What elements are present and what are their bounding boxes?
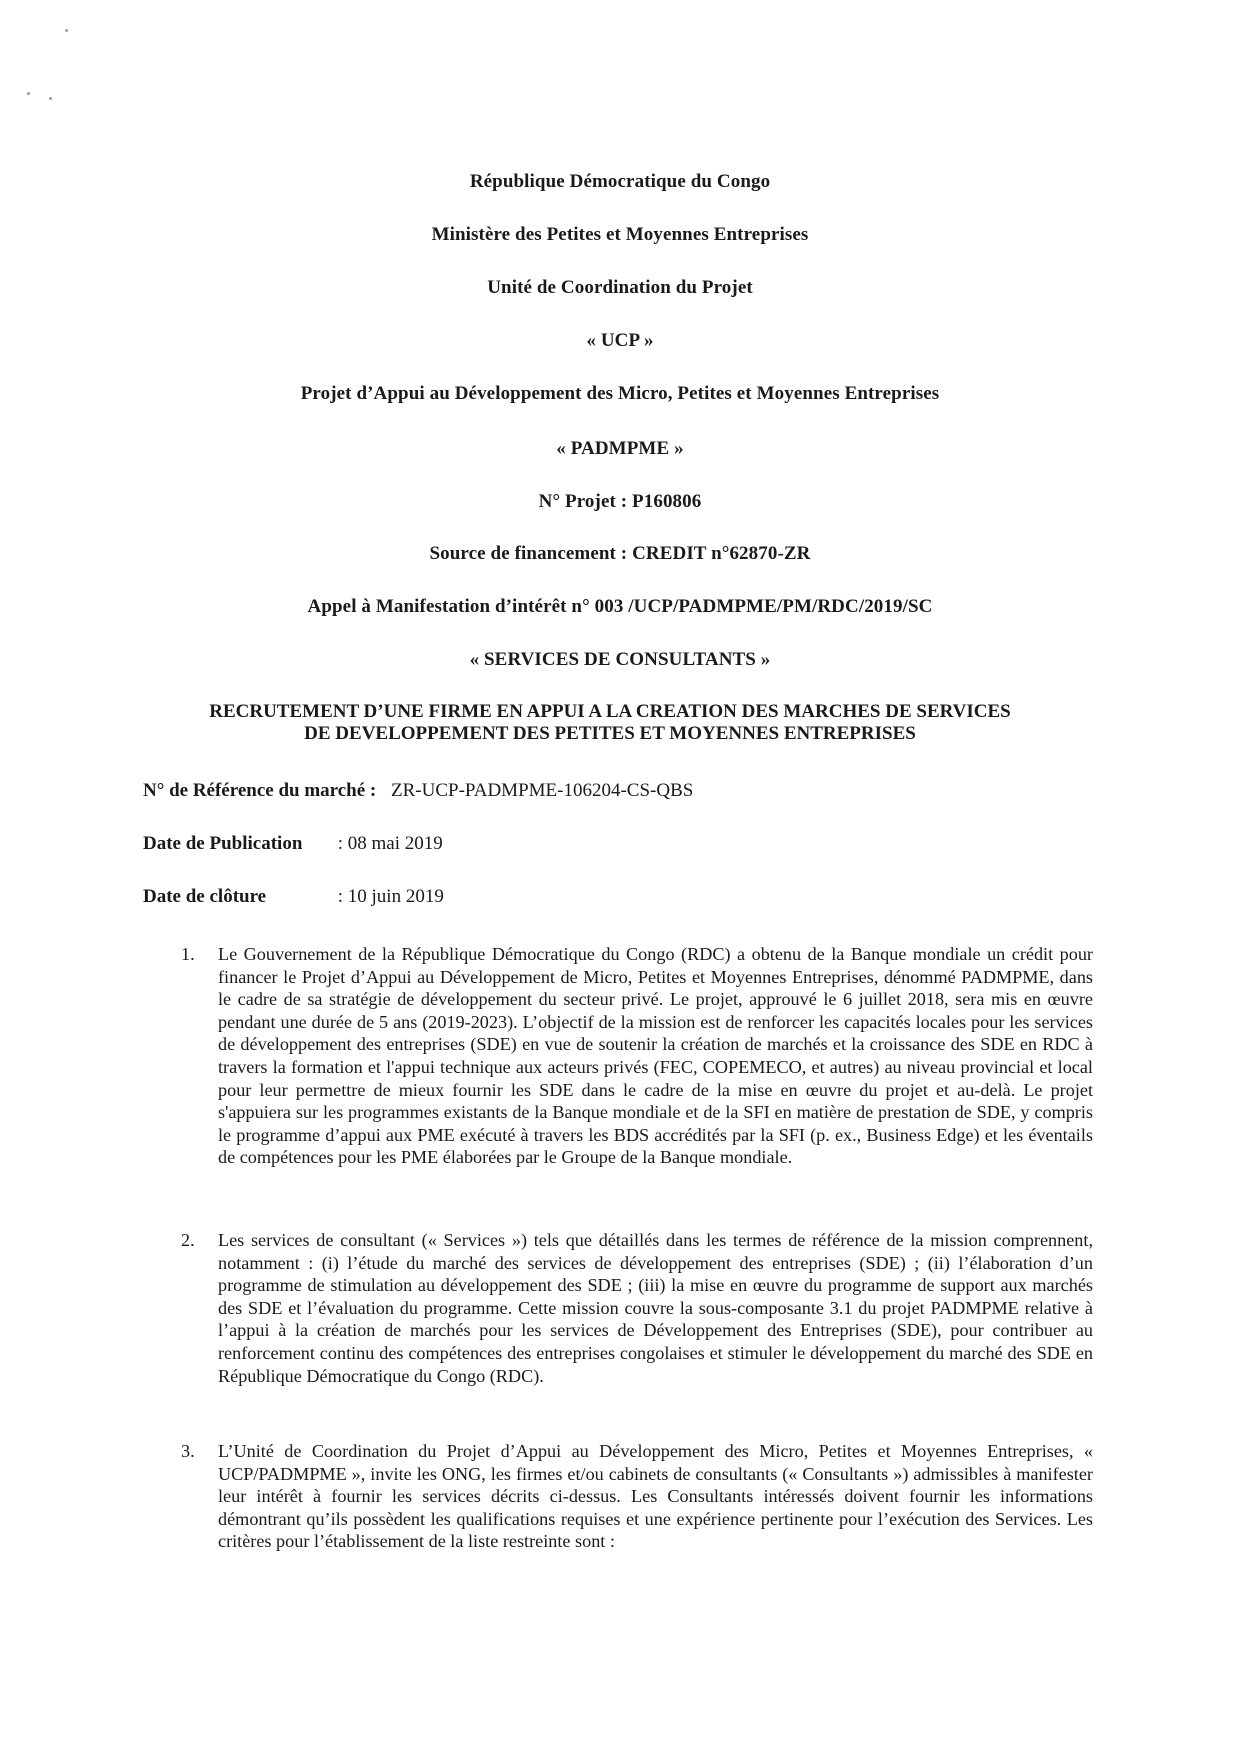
title-line-1: RECRUTEMENT D’UNE FIRME EN APPUI A LA CREATION DES MARCHES DE SERVICES xyxy=(209,701,1011,722)
reference-row xyxy=(143,780,693,802)
header-call-reference: Appel à Manifestation d’intérêt n° 003 /UCP/PADMPME/PM/RDC/2019/SC xyxy=(307,596,933,617)
header-unit-acronym: « UCP » xyxy=(586,330,654,351)
document-title xyxy=(130,701,1090,745)
header-unit: Unité de Coordination du Projet xyxy=(487,277,753,298)
closing-value: : 10 juin 2019 xyxy=(337,886,444,907)
header-service-type: « SERVICES DE CONSULTANTS » xyxy=(469,649,771,670)
paragraph-number: 2. xyxy=(181,1230,195,1250)
header-project-name: Projet d’Appui au Développement des Micro, Petites et Moyennes Entreprises xyxy=(300,383,940,404)
header-ministry: Ministère des Petites et Moyennes Entreprises xyxy=(431,224,809,245)
reference-value: ZR-UCP-PADMPME-106204-CS-QBS xyxy=(391,780,694,801)
header-project-acronym: « PADMPME » xyxy=(556,438,684,459)
header-country: République Démocratique du Congo xyxy=(469,171,771,192)
header-financing-source: Source de financement : CREDIT n°62870-ZR xyxy=(429,543,811,564)
paragraph-1: Le Gouvernement de la République Démocratique du Congo (RDC) a obtenu de la Banque mondiale un crédit pour financer le Projet d’Appui au Développement de Micro, Petites et Moyennes Entreprises, dénommé PADMPME, dans le cadre de sa stratégie de développement du secteur privé. Le projet, approuvé le 6 juillet 2018, sera mis en œuvre pendant une durée de 5 ans (2019-2023). L’objectif de la mission est de renforcer les capacités locales pour les services de développement des entreprises (SDE) en vue de soutenir la création de marchés et la croissance des SDE en RDC à travers la formation et l'appui technique aux acteurs privés (FEC, COPEMECO, et autres) au niveau provincial et local pour leur permettre de mieux fournir les SDE dans le cadre de la mise en œuvre du projet et au-delà. Le projet s'appuiera sur les programmes existants de la Banque mondiale et de la SFI en matière de prestation de SDE, y compris le programme d’appui aux PME exécuté à travers les BDS accrédités par la SFI (p. ex., Business Edge) et les éventails de compétences pour les PME élaborées par le Groupe de la Banque mondiale. xyxy=(218,944,1093,1168)
publication-label: Date de Publication xyxy=(143,833,303,854)
header-project-number: N° Projet : P160806 xyxy=(538,491,702,512)
publication-value: : 08 mai 2019 xyxy=(337,833,443,854)
paragraph-2: Les services de consultant (« Services ») tels que détaillés dans les termes de référence de la mission comprennent, notamment : (i) l’étude du marché des services de développement des entreprises (SDE) ; (ii) l’élaboration d’un programme de stimulation au développement des SDE ; (iii) la mise en œuvre du programme de support aux marchés des SDE et l’évaluation du programme. Cette mission couvre la sous-composante 3.1 du projet PADMPME relative à l’appui à la création de marchés pour les services de Développement des Entreprises (SDE), pour contribuer au renforcement continu des compétences des entreprises congolaises et stimuler le développement du marché des SDE en République Démocratique du Congo (RDC). xyxy=(218,1230,1093,1386)
paragraph-3: L’Unité de Coordination du Projet d’Appui au Développement des Micro, Petites et Moyennes Entreprises, « UCP/PADMPME », invite les ONG, les firmes et/ou cabinets de consultants (« Consultants ») admissibles à manifester leur intérêt à fournir les services décrits ci-dessus. Les Consultants intéressés doivent fournir les informations démontrant qu’ils possèdent les qualifications requises et une expérience pertinente pour l’exécution des Services. Les critères pour l’établissement de la liste restreinte sont : xyxy=(218,1441,1093,1552)
scan-speck xyxy=(65,29,68,32)
scan-speck xyxy=(27,92,30,95)
paragraph-number: 1. xyxy=(181,944,195,964)
closing-row xyxy=(143,886,444,908)
paragraph-number: 3. xyxy=(181,1441,195,1461)
reference-label: N° de Référence du marché : xyxy=(143,780,377,801)
scan-speck xyxy=(49,97,52,100)
title-line-2: DE DEVELOPPEMENT DES PETITES ET MOYENNES ENTREPRISES xyxy=(304,723,916,744)
closing-label: Date de clôture xyxy=(143,886,267,907)
publication-row xyxy=(143,833,443,855)
